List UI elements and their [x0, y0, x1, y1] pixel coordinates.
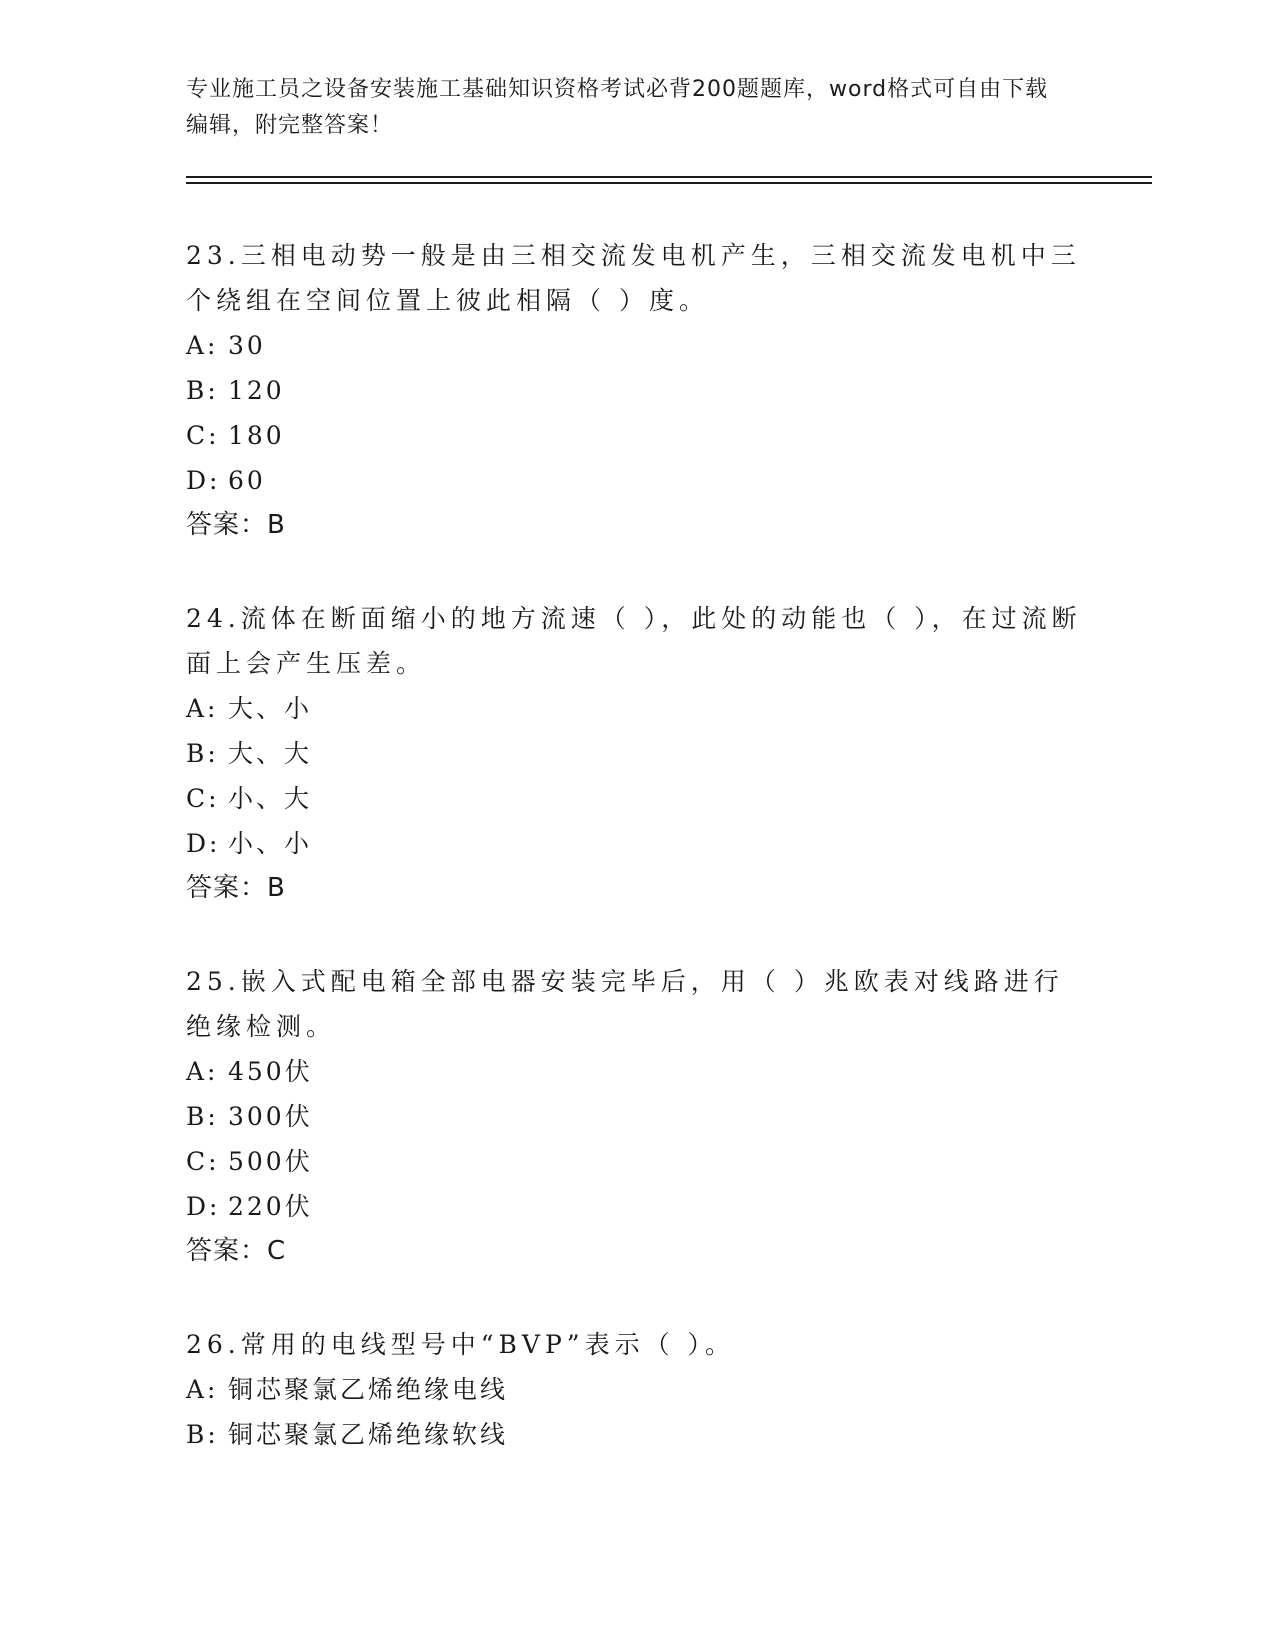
- option-text: 300伏: [228, 1102, 313, 1131]
- option-letter: A:: [186, 694, 219, 723]
- question-stem: 23.三相电动势一般是由三相交流发电机产生，三相交流发电机中三个绕组在空间位置上彼此相隔（ ）度。: [186, 241, 1081, 315]
- answer: 答案：C: [186, 1236, 287, 1266]
- option-text: 小、大: [228, 784, 313, 813]
- option-text: 铜芯聚氯乙烯绝缘软线: [228, 1420, 509, 1449]
- header-divider-bottom: [186, 182, 1152, 184]
- option-a: [186, 1049, 1086, 1094]
- option-a: [186, 323, 1086, 368]
- option-text: 大、小: [228, 694, 313, 723]
- option-d: [186, 458, 1086, 503]
- document-header: 专业施工员之设备安装施工基础知识资格考试必背200题题库，word格式可自由下载编辑，附完整答案！: [186, 77, 1049, 138]
- option-text: 120: [228, 376, 285, 405]
- question-24: [186, 596, 1086, 911]
- question-26: [186, 1322, 1086, 1457]
- option-d: [186, 821, 1086, 866]
- option-letter: C:: [186, 421, 220, 450]
- option-letter: D:: [186, 466, 221, 495]
- option-text: 180: [228, 421, 285, 450]
- question-stem: 25.嵌入式配电箱全部电器安装完毕后，用（ ）兆欧表对线路进行绝缘检测。: [186, 967, 1064, 1041]
- question-25: [186, 959, 1086, 1274]
- option-letter: B:: [186, 1102, 219, 1131]
- option-letter: C:: [186, 784, 220, 813]
- option-b: [186, 1412, 1086, 1457]
- option-letter: D:: [186, 829, 221, 858]
- option-text: 450伏: [228, 1057, 313, 1086]
- option-a: [186, 686, 1086, 731]
- option-letter: D:: [186, 1192, 221, 1221]
- option-text: 大、大: [228, 739, 313, 768]
- option-b: [186, 731, 1086, 776]
- header-divider-top: [186, 176, 1152, 178]
- question-23: [186, 233, 1086, 548]
- option-letter: A:: [186, 1057, 219, 1086]
- option-text: 60: [228, 466, 266, 495]
- option-text: 500伏: [228, 1147, 313, 1176]
- question-stem: 26.常用的电线型号中“BVP”表示（ ）。: [186, 1330, 736, 1359]
- option-letter: B:: [186, 739, 219, 768]
- answer: 答案：B: [186, 873, 286, 903]
- option-b: [186, 368, 1086, 413]
- option-letter: B:: [186, 1420, 219, 1449]
- option-text: 220伏: [228, 1192, 313, 1221]
- answer: 答案：B: [186, 510, 286, 540]
- option-letter: A:: [186, 331, 219, 360]
- option-letter: B:: [186, 376, 219, 405]
- option-letter: C:: [186, 1147, 220, 1176]
- option-text: 小、小: [228, 829, 313, 858]
- option-d: [186, 1184, 1086, 1229]
- option-letter: A:: [186, 1375, 219, 1404]
- question-stem: 24.流体在断面缩小的地方流速（ ），此处的动能也（ ），在过流断面上会产生压差。: [186, 604, 1082, 678]
- option-c: [186, 413, 1086, 458]
- option-c: [186, 776, 1086, 821]
- option-c: [186, 1139, 1086, 1184]
- option-text: 铜芯聚氯乙烯绝缘电线: [228, 1375, 509, 1404]
- option-b: [186, 1094, 1086, 1139]
- option-text: 30: [228, 331, 266, 360]
- option-a: [186, 1367, 1086, 1412]
